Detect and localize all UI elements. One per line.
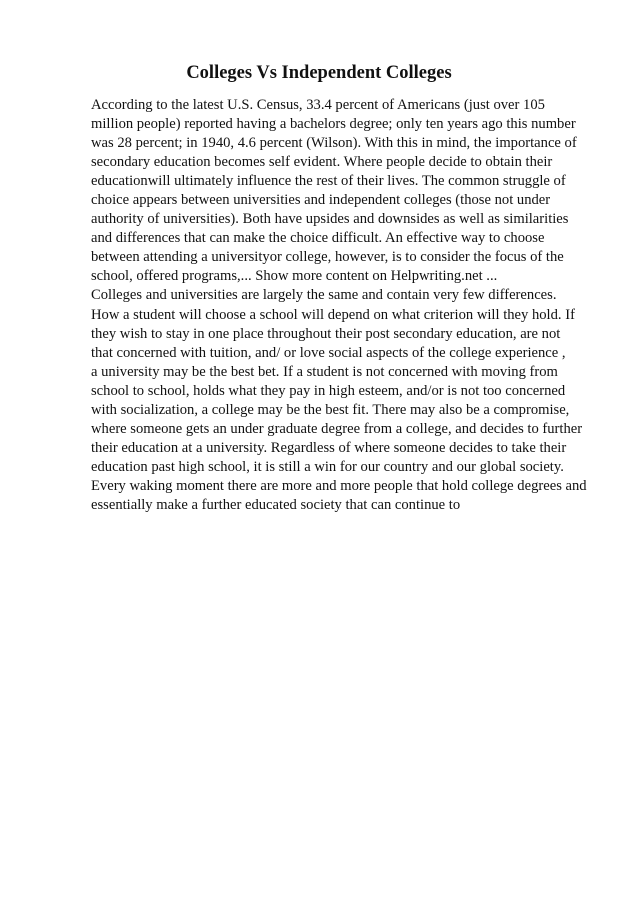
body-line: choice appears between universities and independent colleges (those not under [91, 192, 551, 209]
body-line: educationwill ultimately influence the rest of their lives. The common struggle of [91, 173, 566, 190]
body-line: essentially make a further educated society that can continue to [91, 496, 461, 513]
body-line: with socialization, a college may be the best fit. There may also be a compromise, [91, 401, 570, 418]
body-line: a university may be the best bet. If a student is not concerned with moving from [91, 363, 558, 380]
body-line: they wish to stay in one place throughout their post secondary education, are not [91, 325, 561, 342]
document-body [91, 96, 611, 515]
body-line: million people) reported having a bachelors degree; only ten years ago this number [91, 116, 576, 133]
body-line: secondary education becomes self evident. Where people decide to obtain their [91, 154, 553, 171]
body-line: and differences that can make the choice difficult. An effective way to choose [91, 230, 545, 247]
body-line: education past high school, it is still a win for our country and our global society. [91, 458, 564, 475]
body-line: that concerned with tuition, and/ or love social aspects of the college experience , [91, 344, 566, 361]
body-line: How a student will choose a school will depend on what criterion will they hold. If [91, 306, 575, 323]
body-line: their education at a university. Regardless of where someone decides to take their [91, 439, 567, 456]
document-title: Colleges Vs Independent Colleges [186, 63, 452, 83]
body-line: According to the latest U.S. Census, 33.4 percent of Americans (just over 105 [91, 97, 545, 113]
body-line: Colleges and universities are largely the same and contain very few differences. [91, 287, 557, 304]
body-line: Every waking moment there are more and more people that hold college degrees and [91, 477, 587, 494]
body-line: school to school, holds what they pay in high esteem, and/or is not too concerned [91, 382, 566, 399]
body-line: between attending a universityor college, however, is to consider the focus of the [91, 249, 564, 266]
body-line: authority of universities). Both have upsides and downsides as well as similarities [91, 211, 569, 228]
body-line: was 28 percent; in 1940, 4.6 percent (Wilson). With this in mind, the importance of [91, 135, 577, 152]
body-line: where someone gets an under graduate degree from a college, and decides to further [91, 420, 583, 437]
body-line: school, offered programs,... Show more content on Helpwriting.net ... [91, 268, 498, 285]
